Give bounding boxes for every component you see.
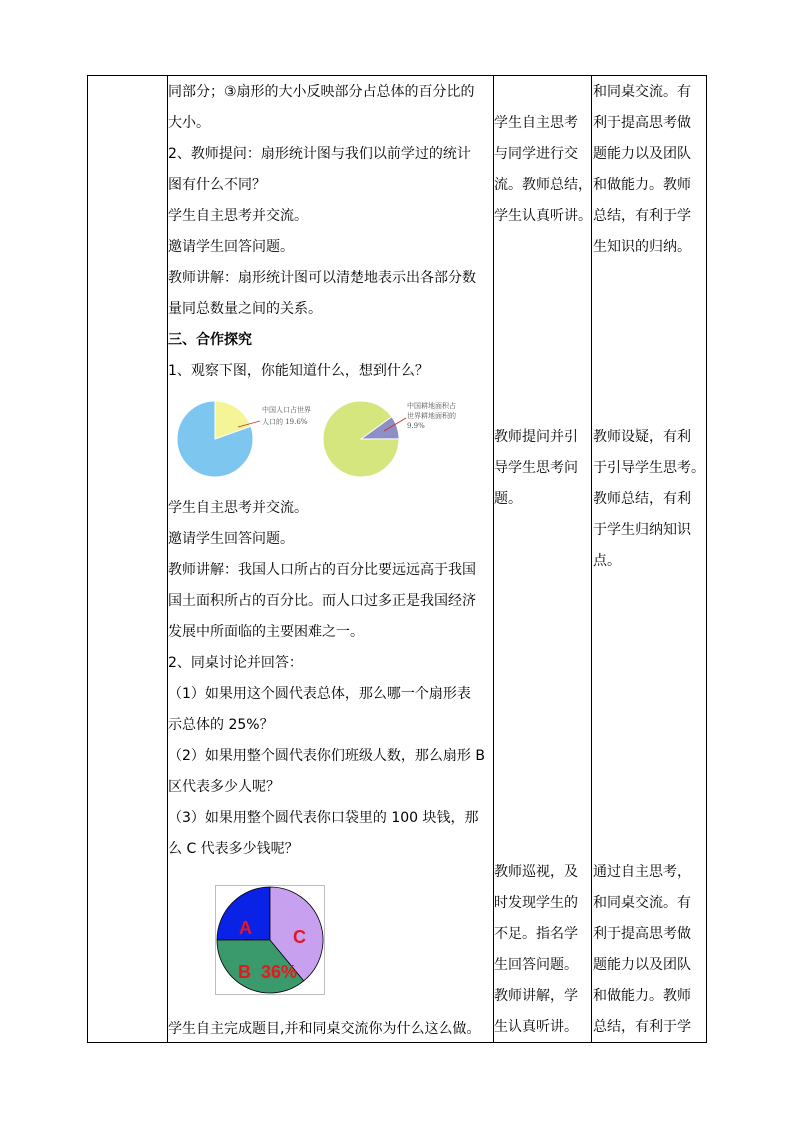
text-line: 量同总数量之间的关系。 <box>168 301 322 317</box>
text-line: 教师提问并引 <box>494 429 578 445</box>
text-line: 教师讲解，学 <box>494 988 578 1004</box>
farmland-pie <box>323 401 456 477</box>
slice-label-c: C <box>293 927 306 947</box>
text-line: 图有什么不同？ <box>168 177 266 193</box>
intent-block-3 <box>593 857 703 1043</box>
text-line: 不足。指名学 <box>494 926 578 942</box>
text-line: 生知识的归纳。 <box>593 239 691 255</box>
text-line: 流。教师总结， <box>494 177 592 193</box>
text-line: 大小。 <box>168 115 210 131</box>
text-line: 邀请学生回答问题。 <box>168 239 294 255</box>
lesson-table <box>87 75 707 1043</box>
population-pie <box>177 401 311 477</box>
text-line: 点。 <box>593 553 621 569</box>
abc-pie-chart <box>215 885 325 995</box>
text-line: 利于提高思考做 <box>593 926 691 942</box>
text-line: 学生自主思考并交流。 <box>168 500 308 516</box>
text-line: 1、观察下图，你能知道什么，想到什么？ <box>168 363 429 379</box>
text-line: 教师总结，有利 <box>593 491 691 507</box>
text-line: 生回答问题。 <box>494 957 578 973</box>
slice-label-b: B 36% <box>238 962 298 982</box>
population-farmland-pies <box>174 394 484 486</box>
text-line: 利于提高思考做 <box>593 115 691 131</box>
pie-annotation: 9.9% <box>407 422 425 430</box>
text-line: 题能力以及团队 <box>593 957 691 973</box>
text-line: 教师讲解：我国人口所占的百分比要远远高于我国 <box>168 562 476 578</box>
content-block-3 <box>168 1014 490 1045</box>
pie-annotation: 世界耕地面积的 <box>407 412 456 420</box>
text-line: 学生自主思考并交流。 <box>168 208 308 224</box>
text-line: 和同桌交流。有 <box>593 84 691 100</box>
text-line: 学生自主思考 <box>494 115 578 131</box>
text-line: 2、教师提问：扇形统计图与我们以前学过的统计 <box>168 146 471 162</box>
text-line: 邀请学生回答问题。 <box>168 531 294 547</box>
text-line: 同部分；③扇形的大小反映部分占总体的百分比的 <box>168 84 475 100</box>
text-line: 于学生归纳知识 <box>593 522 691 538</box>
section-heading: 三、合作探究 <box>168 332 252 348</box>
text-line: （3）如果用整个圆代表你口袋里的 100 块钱，那 <box>168 810 479 826</box>
text-line: 于引导学生思考。 <box>593 460 705 476</box>
text-line: 和做能力。教师 <box>593 177 691 193</box>
text-line: 题能力以及团队 <box>593 146 691 162</box>
text-line: 学生认真听讲。 <box>494 208 592 224</box>
pie-annotation: 中国人口占世界 <box>262 406 311 414</box>
text-line: 和做能力。教师 <box>593 988 691 1004</box>
activity-block-1 <box>494 108 592 232</box>
intent-block-2 <box>593 422 703 577</box>
text-line: 总结，有利于学 <box>593 1019 691 1035</box>
text-line: 通过自主思考， <box>593 864 691 880</box>
text-line: 时发现学生的 <box>494 895 578 911</box>
activity-block-2 <box>494 422 588 515</box>
text-line: 总结，有利于学 <box>593 208 691 224</box>
text-line: 发展中所面临的主要困难之一。 <box>168 624 364 640</box>
content-block-2 <box>168 493 490 865</box>
text-line: （1）如果用这个圆代表总体，那么哪一个扇形表 <box>168 686 471 702</box>
text-line: 题。 <box>494 491 522 507</box>
text-line: 教师设疑，有利 <box>593 429 691 445</box>
text-line: 导学生思考问 <box>494 460 578 476</box>
text-line: 区代表多少人呢？ <box>168 779 280 795</box>
text-line: 与同学进行交 <box>494 146 578 162</box>
text-line: 么 C 代表多少钱呢？ <box>168 841 299 857</box>
pie-annotation: 中国耕地面积占 <box>407 402 456 410</box>
text-line: 教师巡视，及 <box>494 864 578 880</box>
slice-label-a: A <box>239 918 252 938</box>
text-line: 2、同桌讨论并回答： <box>168 655 303 671</box>
text-line: （2）如果用整个圆代表你们班级人数，那么扇形 B <box>168 748 485 764</box>
intent-block-1 <box>593 77 703 263</box>
text-line: 学生自主完成题目,并和同桌交流你为什么这么做。 <box>168 1021 481 1037</box>
pie-annotation: 人口的 19.6% <box>262 418 308 426</box>
text-line: 国土面积所占的百分比。而人口过多正是我国经济 <box>168 593 476 609</box>
text-line: 教师讲解：扇形统计图可以清楚地表示出各部分数 <box>168 270 476 286</box>
text-line: 和同桌交流。有 <box>593 895 691 911</box>
activity-block-3 <box>494 857 588 1043</box>
text-line: 示总体的 25%？ <box>168 717 274 733</box>
text-line: 生认真听讲。 <box>494 1019 578 1035</box>
content-block-1 <box>168 77 490 387</box>
